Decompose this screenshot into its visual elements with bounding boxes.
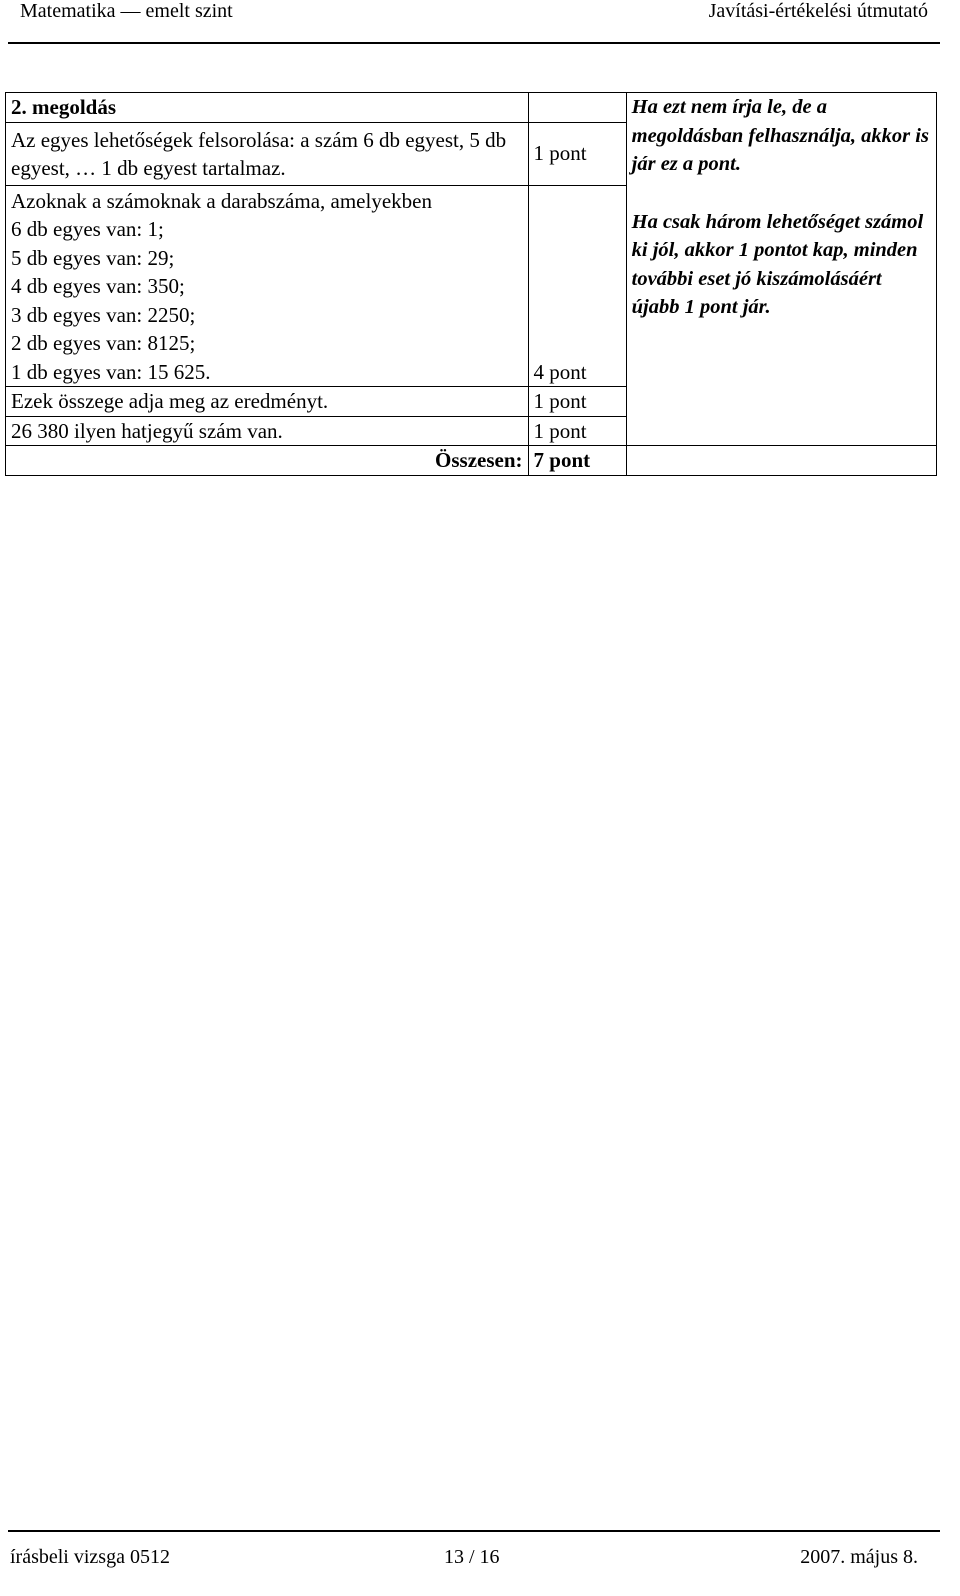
list-line: 2 db egyes van: 8125; (11, 331, 196, 355)
title-points-cell (528, 93, 626, 123)
list-line: 4 db egyes van: 350; (11, 274, 185, 298)
solution-step-points: 4 pont (528, 185, 626, 387)
page-footer (8, 1530, 940, 1592)
solution-step-points: 1 pont (528, 387, 626, 417)
total-row (6, 446, 937, 476)
solution-title: 2. megoldás (6, 93, 529, 123)
footer-exam-code: írásbeli vizsga 0512 (10, 1546, 170, 1568)
notes-cell (626, 93, 936, 446)
solution-step-points: 1 pont (528, 416, 626, 446)
total-label: Összesen: (6, 446, 529, 476)
list-line: 3 db egyes van: 2250; (11, 302, 196, 327)
header-subject: Matematika — emelt szint (20, 0, 233, 22)
footer-page-number: 13 / 16 (444, 1546, 500, 1568)
grading-table (5, 92, 937, 476)
footer-date: 2007. május 8. (800, 1546, 918, 1568)
list-line: Azoknak a számoknak a darabszáma, amelyekben (11, 188, 432, 213)
note-second: Ha csak három lehetőséget számol ki jól, akkor 1 pontot kap, minden további eset jó kiszámolásáért újabb 1 pont jár. (631, 210, 924, 318)
list-line: 5 db egyes van: 29; (11, 245, 175, 270)
page-header (8, 0, 940, 44)
solution-step-text: Az egyes lehetőségek felsorolása: a szám 6 db egyest, 5 db egyest, … 1 db egyest tartalmaz. (6, 122, 529, 185)
solution-step-text: Ezek összege adja meg az eredményt. (6, 387, 529, 417)
solution-step-list (6, 185, 529, 387)
solution-step-points: 1 pont (528, 122, 626, 185)
list-line: 6 db egyes van: 1; (11, 217, 164, 241)
total-notes-cell (626, 446, 936, 476)
note-first: Ha ezt nem írja le, de a megoldásban felhasználja, akkor is jár ez a pont. (631, 96, 929, 175)
list-line: 1 db egyes van: 15 625. (11, 359, 211, 384)
header-document-type: Javítási-értékelési útmutató (708, 0, 928, 22)
solution-step-text: 26 380 ilyen hatjegyű szám van. (6, 416, 529, 446)
total-points: 7 pont (528, 446, 626, 476)
solution-title-row (6, 93, 937, 123)
